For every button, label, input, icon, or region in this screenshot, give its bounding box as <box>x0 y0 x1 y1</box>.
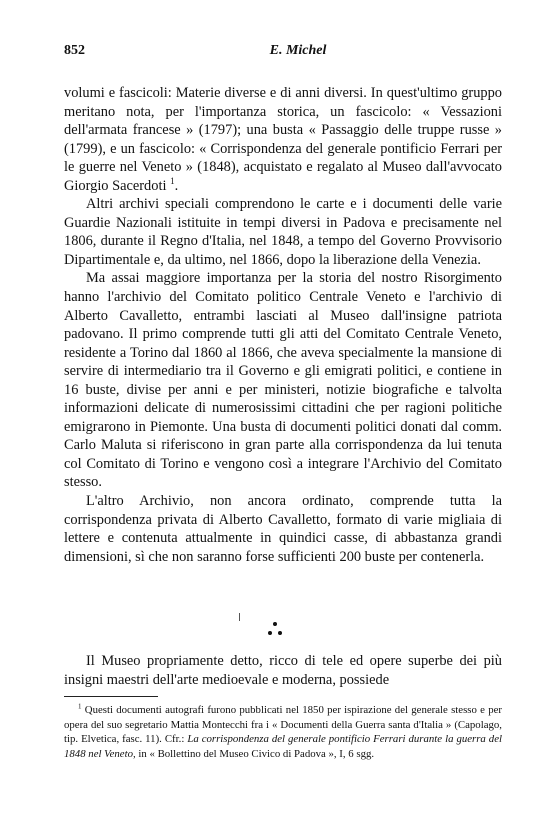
footnote-separator <box>64 696 158 697</box>
main-text <box>64 84 502 566</box>
asterism-dot <box>268 631 272 635</box>
main-text-continued <box>64 652 502 689</box>
paragraph-1-text: volumi e fascicoli: Materie diverse e di anni diversi. In quest'ultimo gruppo meritano nota, per l'importanza storica, un fascicolo: « Vessazioni dell'armata francese » (1797); una busta « Passaggio delle truppe russe » (1799), e un fascicolo: « Corrispondenza del generale pontificio Ferrari per le guerre nel Veneto » (1848), acquistato e regalato al Museo dall'avvocato Giorgio Sacerdoti <box>64 85 502 194</box>
paragraph-1: volumi e fascicoli: Materie diverse e di anni diversi. In quest'ultimo gruppo meritano nota, per l'importanza storica, un fascicolo: « Vessazioni dell'armata francese » (1797); una busta « Passaggio delle truppe russe » (1799), e un fascicolo: « Corrispondenza del generale pontificio Ferrari per le guerre nel Veneto » (1848), acquistato e regalato al Museo dall'avvocato Giorgio Sacerdoti $^1$. <box>64 85 502 194</box>
paragraph-3: Ma assai maggiore importanza per la storia del nostro Risorgimento hanno l'archivio del Comitato politico Centrale Veneto e l'archivio di Alberto Cavalletto, entrambi lasciati al Museo dall'insigne patriota padovano. Il primo comprende tutti gli atti del Comitato Centrale Veneto, residente a Torino dal 1860 al 1866, che aveva specialmente la mansione di servire di intermediario tra il Governo e gli emigrati politici, e contiene in 16 buste, divise per anni e per ministeri, notizie biografiche e talvolta informazioni delicate di numerosissimi cittadini che per ragioni politiche emigrarono in Piemonte. Una busta di documenti politici donati dal comm. Carlo Maluta si riferiscono in gran parte alla corrispondenza da lui tenuta col Comitato di Torino e vengono così a integrare l'Archivio del Comitato stesso. <box>64 270 502 491</box>
paragraph-5: Il Museo propriamente detto, ricco di tele ed opere superbe dei più insigni maestri dell'arte medioevale e moderna, possiede <box>64 653 502 688</box>
section-break-asterism <box>260 620 290 640</box>
paragraph-2: Altri archivi speciali comprendono le carte e i documenti delle varie Guardie Nazionali istituite in tempi diversi in Padova e precisamente nel 1806, durante il Regno d'Italia, nel 1848, a tempo del Governo Provvisorio Dipartimentale e, da ultimo, nel 1866, dopo la liberazione della Venezia. <box>64 196 502 268</box>
footnote-text-part1: Questi documenti autografi furono pubblicati nel 1850 per ispirazione del generale stesso e per opera del suo segretario Mattia Montecchi fra i « Documenti della Guerra santa d'Italia » (Capolago, tip. Elvetica, fasc. 11). Cfr.: <box>64 704 503 746</box>
page-number: 852 <box>64 43 85 58</box>
asterism-dot <box>278 631 282 635</box>
footnote-number: 1 <box>78 702 82 711</box>
footnote-reference[interactable]: 1 <box>170 175 175 186</box>
asterism-dot <box>273 622 277 626</box>
footnote-text-italic: La corrispondenza del generale pontificio Ferrari durante la guerra del 1848 nel Veneto, <box>64 733 503 760</box>
page-header <box>64 43 502 63</box>
footnote-text-part2: in « Bollettino del Museo Civico di Padova », I, 6 sgg. <box>138 747 375 760</box>
paragraph-4: L'altro Archivio, non ancora ordinato, comprende tutta la corrispondenza privata di Alberto Cavalletto, formato di varie migliaia di lettere e contenuta attualmente in quindici casse, di abbastanza grandi dimensioni, sì che non saranno forse sufficienti 200 buste per contenerla. <box>64 493 502 565</box>
footnote-1 <box>64 703 502 761</box>
running-head: E. Michel <box>269 43 327 58</box>
footnotes <box>64 703 502 761</box>
stray-print-mark <box>239 613 240 621</box>
